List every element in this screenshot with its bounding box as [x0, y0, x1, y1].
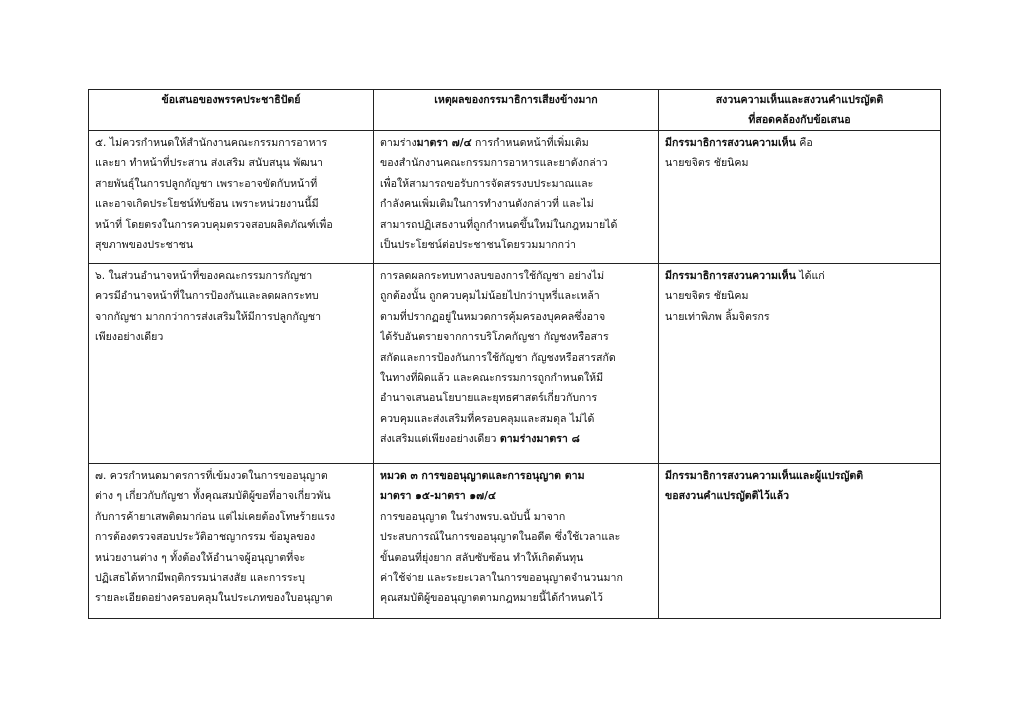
- header-reason-text: เหตุผลของกรรมาธิการเสียงข้างมาก: [434, 94, 598, 106]
- text-line: สามารถปฏิเสธงานที่ถูกกำหนดขึ้นใหม่ในกฎหมายได้: [380, 218, 618, 231]
- text-line: และอาจเกิดประโยชน์ทับซ้อน เพราะหน่วยงานนี้มี: [95, 198, 319, 211]
- text-line: ๗. ควรกำหนดมาตรการที่เข้มงวดในการขออนุญาต: [95, 470, 328, 482]
- text-fragment: คือ: [795, 137, 813, 149]
- text-fragment: ส่งเสริมแต่เพียงอย่างเดียว: [380, 433, 500, 446]
- text-fragment: การกำหนดหน้าที่เพิ่มเติม: [471, 137, 589, 149]
- text-line: ในทางที่ผิดแล้ว และคณะกรรมการถูกกำหนดให้มี: [380, 372, 604, 385]
- header-reservation: [659, 90, 941, 131]
- text-line: เป็นประโยชน์ต่อประชาชนโดยรวมมากกว่า: [380, 239, 576, 252]
- text-fragment: ตามร่าง: [380, 137, 417, 149]
- chapter-heading: มาตรา ๑๕-มาตรา ๑๗/๔: [380, 490, 496, 503]
- text-line: ควรมีอำนาจหน้าที่ในการป้องกันและลดผลกระทบ: [95, 290, 319, 303]
- text-line: [665, 133, 934, 153]
- text-line: การขออนุญาต ในร่างพรบ.ฉบับนี้ มาจาก: [380, 510, 566, 523]
- text-line: ปฏิเสธได้หากมีพฤติกรรมน่าสงสัย และการระบุ: [95, 572, 306, 585]
- table-row: [89, 464, 941, 619]
- text-line: เพียงอย่างเดียว: [95, 331, 164, 344]
- text-line: การต้องตรวจสอบประวัติอาชญากรรม ข้อมูลของ: [95, 531, 316, 544]
- text-line: ได้รับอันตรายจากการบริโภคกัญชา กัญชงหรือสาร: [380, 331, 609, 344]
- text-fragment: ได้แก่: [795, 270, 825, 282]
- reservation-cell: [659, 464, 941, 619]
- header-proposal: [89, 90, 374, 131]
- text-line: สุขภาพของประชาชน: [95, 239, 194, 252]
- reservation-heading: มีกรรมาธิการสงวนความเห็นและผู้แปรญัตติ: [665, 470, 864, 482]
- text-line: เพื่อให้สามารถขอรับการจัดสรรงบประมาณและ: [380, 177, 594, 190]
- header-reservation-line-2: ที่สอดคล้องกับข้อเสนอ: [748, 114, 851, 126]
- text-line: ถูกต้องนั้น ถูกควบคุมไม่น้อยไปกว่าบุหรี่และเหล้า: [380, 290, 600, 303]
- table-row: [89, 131, 941, 264]
- reservation-cell: [659, 131, 941, 264]
- reservation-heading: มีกรรมาธิการสงวนความเห็น: [665, 137, 796, 149]
- text-line: ๕. ไม่ควรกำหนดให้สำนักงานคณะกรรมการอาหาร: [95, 137, 328, 149]
- text-line: คุณสมบัติผู้ขออนุญาตตามกฎหมายนี้ได้กำหนดไว้: [380, 592, 603, 605]
- member-name: นายขจิตร ชัยนิคม: [665, 157, 749, 170]
- text-line: หน่วยงานต่าง ๆ ทั้งต้องให้อำนาจผู้อนุญาตที่จะ: [95, 551, 306, 564]
- header-reason: [374, 90, 659, 131]
- text-line: กำลังคนเพิ่มเติมในการทำงานดังกล่าวที่ และไม่: [380, 198, 594, 211]
- proposal-comparison-table: [88, 89, 941, 619]
- text-line: รายละเอียดอย่างครอบคลุมในประเภทของใบอนุญาต: [95, 592, 333, 605]
- text-line: [380, 429, 652, 449]
- text-line: ประสบการณ์ในการขออนุญาตในอดีต ซึ่งใช้เวลาและ: [380, 531, 621, 544]
- proposal-cell: [89, 131, 374, 264]
- text-line: [665, 266, 934, 286]
- proposal-cell: [89, 464, 374, 619]
- text-line: สกัดและการป้องกันการใช้กัญชา กัญชงหรือสารสกัด: [380, 351, 616, 364]
- text-line: ค่าใช้จ่าย และระยะเวลาในการขออนุญาตจำนวนมาก: [380, 572, 623, 585]
- text-line: [380, 133, 652, 153]
- text-line: ของสำนักงานคณะกรรมการอาหารและยาดังกล่าว: [380, 157, 608, 170]
- section-reference: ตามร่างมาตรา ๘: [499, 433, 580, 446]
- header-row: [89, 90, 941, 131]
- chapter-heading: หมวด ๓ การขออนุญาตและการอนุญาต ตาม: [380, 470, 585, 482]
- text-line: จากกัญชา มากกว่าการส่งเสริมให้มีการปลูกกัญชา: [95, 310, 322, 323]
- text-line: ควบคุมและส่งเสริมที่ครอบคลุมและสมดุล ไม่ได้: [380, 412, 595, 425]
- text-line: หน้าที่ โดยตรงในการควบคุมตรวจสอบผลิตภัณฑ์เพื่อ: [95, 218, 333, 231]
- text-line: การลดผลกระทบทางลบของการใช้กัญชา อย่างไม่: [380, 270, 605, 282]
- reservation-heading: มีกรรมาธิการสงวนความเห็น: [665, 270, 796, 282]
- text-line: ๖. ในส่วนอำนาจหน้าที่ของคณะกรรมการกัญชา: [95, 270, 313, 282]
- header-reservation-line-1: สงวนความเห็นและสงวนคำแปรญัตติ: [715, 94, 884, 106]
- text-line: กับการค้ายาเสพติดมาก่อน แต่ไม่เคยต้องโทษร้ายแรง: [95, 510, 336, 523]
- reason-cell: [374, 131, 659, 264]
- reservation-heading: ขอสงวนคำแปรญัตติไว้แล้ว: [665, 490, 790, 503]
- text-line: สายพันธุ์ในการปลูกกัญชา เพราะอาจขัดกับหน้าที่: [95, 177, 318, 190]
- proposal-cell: [89, 264, 374, 464]
- section-reference: มาตรา ๗/๔: [416, 137, 472, 149]
- member-name: นายเท่าพิภพ ลิ้มจิตรกร: [665, 310, 770, 323]
- text-line: ต่าง ๆ เกี่ยวกับกัญชา ทั้งคุณสมบัติผู้ขอที่อาจเกี่ยวพัน: [95, 490, 331, 503]
- member-name: นายขจิตร ชัยนิคม: [665, 290, 749, 303]
- text-line: ตามที่ปรากฏอยู่ในหมวดการคุ้มครองบุคคลซึ่งอาจ: [380, 310, 606, 323]
- reason-cell: [374, 264, 659, 464]
- header-proposal-text: ข้อเสนอของพรรคประชาธิปัตย์: [161, 94, 301, 106]
- text-line: อำนาจเสนอนโยบายและยุทธศาสตร์เกี่ยวกับการ: [380, 392, 598, 405]
- table-row: [89, 264, 941, 464]
- text-line: ขั้นตอนที่ยุ่งยาก สลับซับซ้อน ทำให้เกิดต้นทุน: [380, 551, 584, 564]
- reason-cell: [374, 464, 659, 619]
- reservation-cell: [659, 264, 941, 464]
- text-line: และยา ทำหน้าที่ประสาน ส่งเสริม สนับสนุน พัฒนา: [95, 157, 324, 170]
